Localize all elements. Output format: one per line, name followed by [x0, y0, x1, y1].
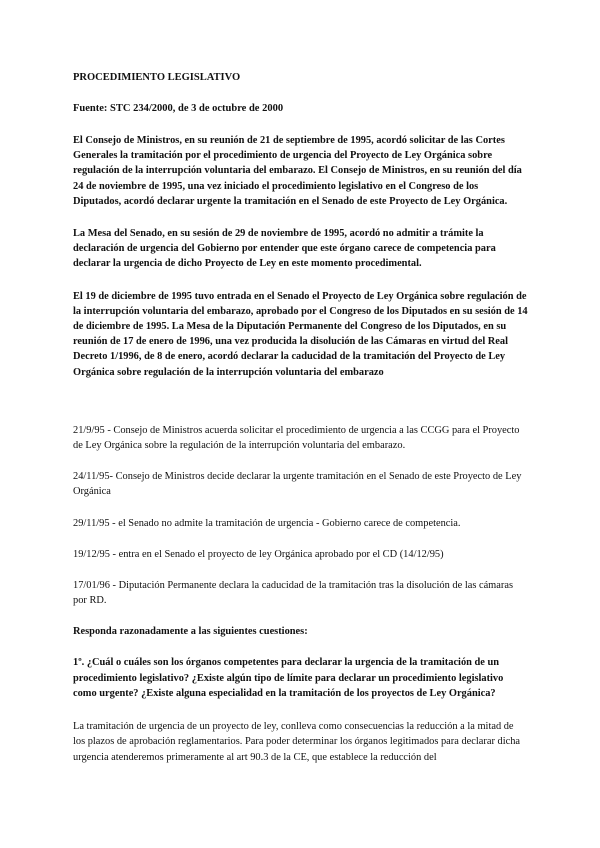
timeline-item-1: 21/9/95 - Consejo de Ministros acuerda solicitar el procedimiento de urgencia a las CCGG para el Proyecto de Ley Orgánica sobre la regulación de la interrupción voluntaria del embarazo.	[73, 424, 520, 452]
question-1: 1º. ¿Cuál o cuáles son los órganos competentes para declarar la urgencia de la tramitación de un procedimiento legislativo? ¿Existe algún tipo de límite para declarar un procedimiento legislativo como urgente? ¿Existe alguna especialidad en la tramitación de los proyectos de Ley Orgánica?	[73, 657, 504, 700]
timeline-item-3: 29/11/95 - el Senado no admite la tramitación de urgencia - Gobierno carece de competencia.	[73, 517, 461, 529]
timeline-item-4: 19/12/95 - entra en el Senado el proyecto de ley Orgánica aprobado por el CD (14/12/95)	[73, 548, 444, 560]
source-citation: Fuente: STC 234/2000, de 3 de octubre de 2000	[73, 103, 284, 114]
section-spacer	[73, 397, 528, 423]
timeline-item-2: 24/11/95- Consejo de Ministros decide declarar la urgente tramitación en el Senado de este Proyecto de Ley Orgánica	[73, 471, 522, 498]
questions-prompt: Responda razonadamente a las siguientes cuestiones:	[73, 626, 308, 638]
document-title: PROCEDIMIENTO LEGISLATIVO	[73, 72, 241, 83]
facts-paragraph-1: El Consejo de Ministros, en su reunión de 21 de septiembre de 1995, acordó solicitar de las Cortes Generales la tramitación por el procedimiento de urgencia del Proyecto de Ley Orgánica sobre regulación de la interrupción voluntaria del embarazo. El Consejo de Ministros, en su reunión del día 24 de noviembre de 1995, una vez iniciado el procedimiento legislativo en el Congreso de los Diputados, acordó declarar urgente la tramitación en el Senado de este Proyecto de Ley Orgánica.	[73, 135, 522, 207]
answer-1: La tramitación de urgencia de un proyecto de ley, conlleva como consecuencias la reducción a la mitad de los plazos de aprobación reglamentarios. Para poder determinar los órganos legitimados para declarar dicha urgencia atenderemos primeramente al art 90.3 de la CE, que establece la reducción del	[73, 720, 521, 763]
document-body	[73, 71, 528, 765]
facts-paragraph-2: La Mesa del Senado, en su sesión de 29 de noviembre de 1995, acordó no admitir a trámite la declaración de urgencia del Gobierno por entender que este órgano carece de competencia para declarar la urgencia de dicho Proyecto de Ley en este momento procedimental.	[73, 228, 496, 270]
facts-paragraph-3: El 19 de diciembre de 1995 tuvo entrada en el Senado el Proyecto de Ley Orgánica sobre regulación de la interrupción voluntaria del embarazo, aprobado por el Congreso de los Diputados en su sesión de 14 de diciembre de 1995. La Mesa de la Diputación Permanente del Congreso de los Diputados, en su reunión de 17 de enero de 1996, una vez producida la disolución de las Cámaras en virtud del Real Decreto 1/1996, de 8 de enero, acordó declarar la caducidad de la tramitación del Proyecto de Ley Orgánica sobre regulación de la interrupción voluntaria del embarazo	[73, 290, 528, 378]
timeline-item-5: 17/01/96 - Diputación Permanente declara la caducidad de la tramitación tras la disolución de las cámaras por RD.	[73, 580, 513, 607]
